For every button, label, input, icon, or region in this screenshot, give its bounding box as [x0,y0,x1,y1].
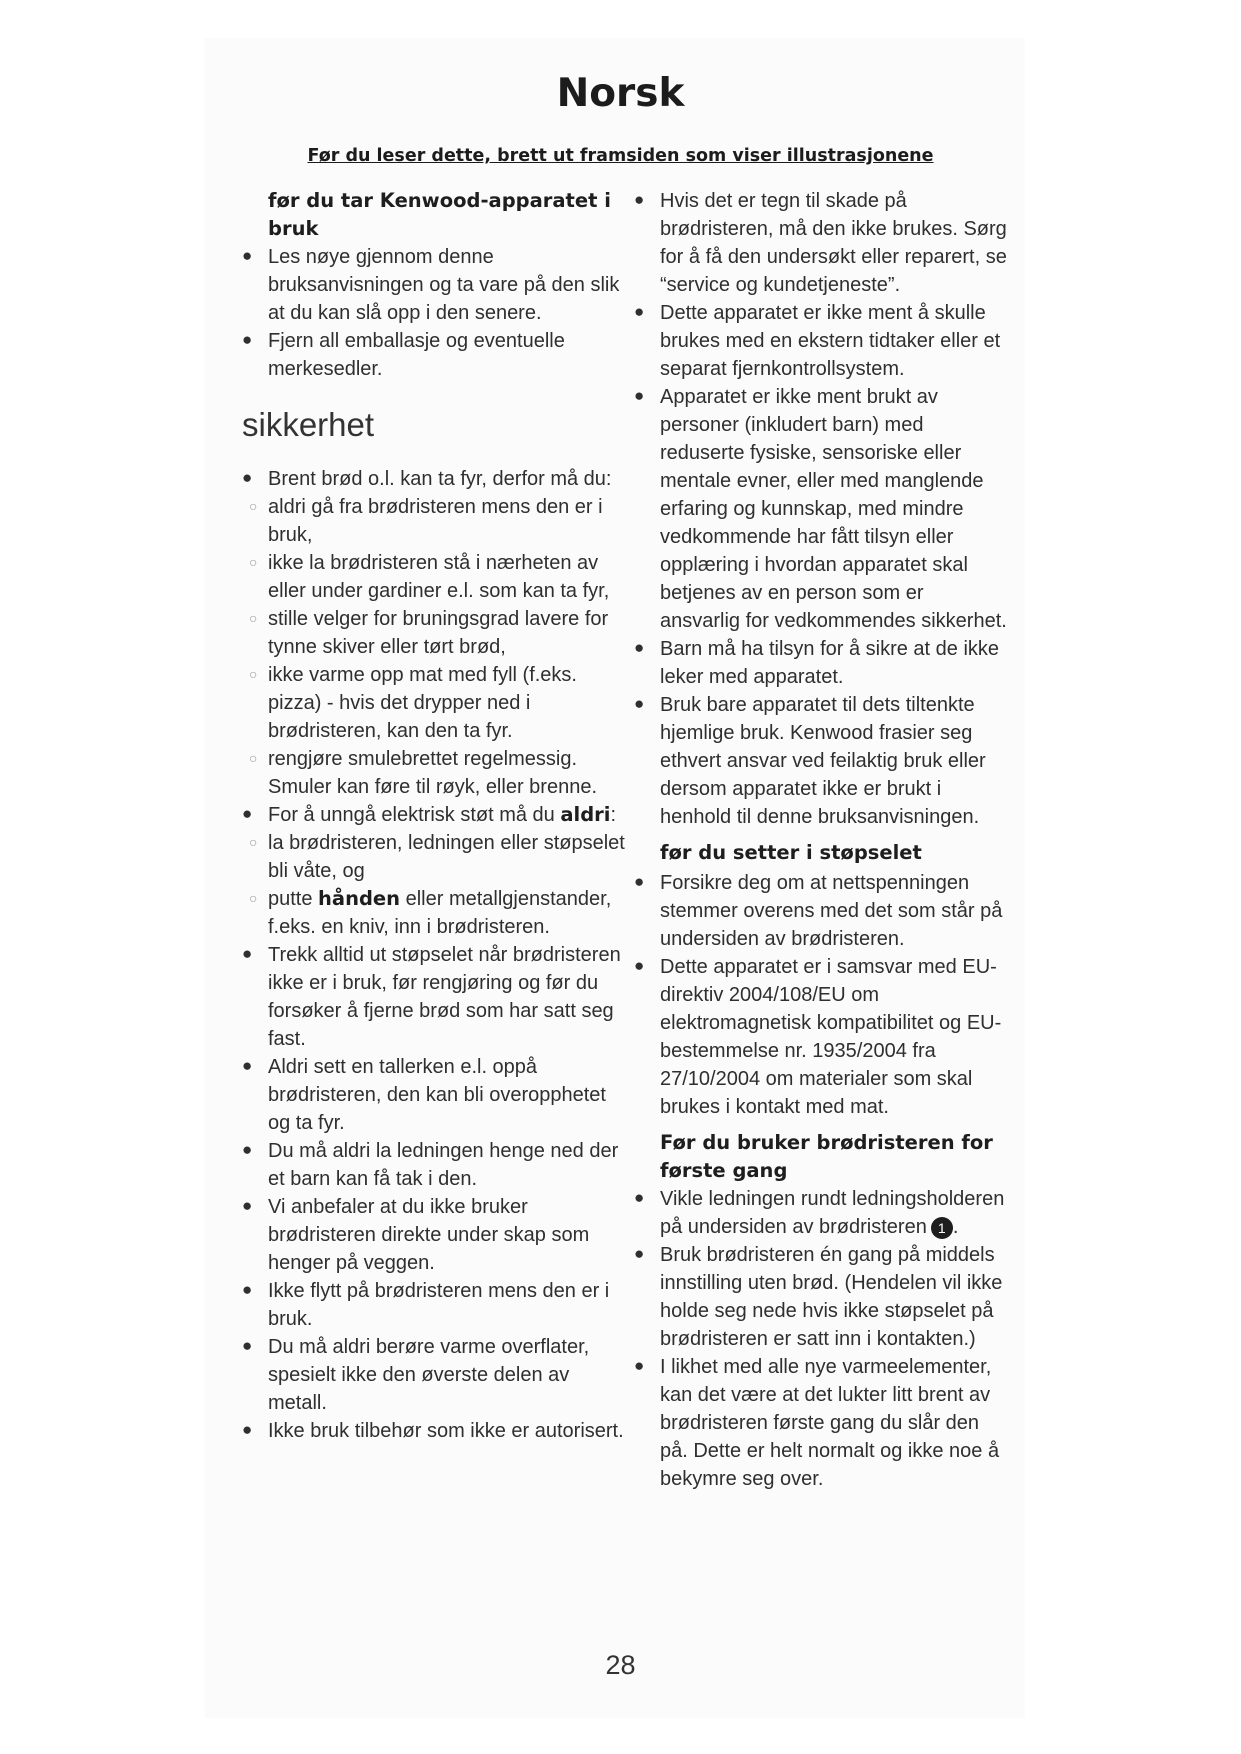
page-title: Norsk [556,71,685,116]
sub-list-item: ○ aldri gå fra brødristeren mens den er i bruk, [242,493,627,549]
sub-list-item: ○ la brødristeren, ledningen eller støpselet bli våte, og [242,829,627,885]
list-item: ● Du må aldri la ledningen henge ned der et barn kan få tak i den. [242,1137,627,1193]
list-item: ● Trekk alltid ut støpselet når brødristeren ikke er i bruk, før rengjøring og før du forsøker å fjerne brød som har satt seg fast. [242,941,627,1053]
bullet-icon: ● [634,1356,645,1375]
bullet-icon: ● [634,1244,645,1263]
bullet-icon: ● [634,302,645,321]
list-item: ● I likhet med alle nye varmeelementer, kan det være at det lukter litt brent av brødristeren første gang du slår den på. Dette er helt normalt og ikke noe å bekymre seg over. [634,1353,1007,1493]
heading-before-use: før du tar Kenwood-apparatet i bruk [268,189,611,240]
bullet-icon: ● [634,638,645,657]
bullet-icon: ● [634,694,645,713]
list-item: ● Hvis det er tegn til skade på brødristeren, må den ikke brukes. Sørg for å få den undersøkt eller reparert, se “service og kundetjeneste”. [634,187,1007,299]
list-item: ● For å unngå elektrisk støt må du aldri: [242,803,617,826]
sub-list-item: ○ ikke la brødristeren stå i nærheten av eller under gardiner e.l. som kan ta fyr, [242,549,627,605]
left-column [242,187,627,1445]
figure-number-icon: 1 [931,1217,953,1239]
bullet-icon: ● [242,1280,253,1299]
circle-bullet-icon: ○ [249,890,258,906]
bullet-icon: ● [634,872,645,891]
list-item: ● Forsikre deg om at nettspenningen stemmer overens med det som står på undersiden av brødristeren. [634,869,1007,953]
bullet-icon: ● [242,330,253,349]
bullet-icon: ● [242,1336,253,1355]
list-item: ● Bruk bare apparatet til dets tiltenkte hjemlige bruk. Kenwood frasier seg ethvert ansvar ved feilaktig bruk eller dersom apparatet ikke er brukt i henhold til denne bruksanvisningen. [634,691,1007,831]
bullet-icon: ● [634,386,645,405]
instruction-subtitle: Før du leser dette, brett ut framsiden som viser illustrasjonene [307,146,934,166]
list-item: ● Brent brød o.l. kan ta fyr, derfor må du: [242,465,627,493]
list-item: ● Du må aldri berøre varme overflater, spesielt ikke den øverste delen av metall. [242,1333,627,1417]
list-item: ● Vi anbefaler at du ikke bruker brødristeren direkte under skap som henger på veggen. [242,1193,627,1277]
bullet-icon: ● [242,804,253,823]
sub-list-item: ○ stille velger for bruningsgrad lavere for tynne skiver eller tørt brød, [242,605,627,661]
list-item: ● Les nøye gjennom denne bruksanvisningen og ta vare på den slik at du kan slå opp i den senere. [242,243,627,327]
list-item: ● Dette apparatet er ikke ment å skulle brukes med en ekstern tidtaker eller et separat fjernkontrollsystem. [634,299,1007,383]
circle-bullet-icon: ○ [249,666,258,682]
page-number: 28 [605,1650,636,1680]
circle-bullet-icon: ○ [249,554,258,570]
list-item: ● Dette apparatet er i samsvar med EU-direktiv 2004/108/EU om elektromagnetisk kompatibilitet og EU-bestemmelse nr. 1935/2004 fra 27/10/2004 om materialer som skal brukes i kontakt med mat. [634,953,1007,1121]
list-item: ● Aldri sett en tallerken e.l. oppå brødristeren, den kan bli overopphetet og ta fyr. [242,1053,627,1137]
heading-before-plug: før du setter i støpselet [660,841,922,864]
circle-bullet-icon: ○ [249,834,258,850]
heading-first-use: Før du bruker brødristeren for første gang [660,1131,993,1182]
list-item: ● Barn må ha tilsyn for å sikre at de ikke leker med apparatet. [634,635,1007,691]
bullet-icon: ● [242,1420,253,1439]
right-column [634,187,1007,1493]
list-item: ● Ikke flytt på brødristeren mens den er i bruk. [242,1277,627,1333]
bullet-icon: ● [242,944,253,963]
list-item: ● Bruk brødristeren én gang på middels innstilling uten brød. (Hendelen vil ikke holde seg nede hvis ikke støpselet på brødristeren er satt inn i kontakten.) [634,1241,1007,1353]
sub-list-item: ○ rengjøre smulebrettet regelmessig. Smuler kan føre til røyk, eller brenne. [242,745,627,801]
list-item: ● Apparatet er ikke ment brukt av personer (inkludert barn) med reduserte fysiske, sensoriske eller mentale evner, eller med manglende erfaring og kunnskap, med mindre vedkommende har fått tilsyn eller opplæring i hvordan apparatet skal betjenes av en person som er ansvarlig for vedkommendes sikkerhet. [634,383,1007,635]
circle-bullet-icon: ○ [249,750,258,766]
list-item: ● Ikke bruk tilbehør som ikke er autorisert. [242,1417,627,1445]
section-title-safety: sikkerhet [242,406,375,443]
circle-bullet-icon: ○ [249,610,258,626]
circle-bullet-icon: ○ [249,498,258,514]
sub-list-item: ○ ikke varme opp mat med fyll (f.eks. pizza) - hvis det drypper ned i brødristeren, kan den ta fyr. [242,661,627,745]
bullet-icon: ● [242,1056,253,1075]
bullet-icon: ● [242,246,253,265]
bullet-icon: ● [242,468,253,487]
bullet-icon: ● [634,956,645,975]
list-item: ● Vikle ledningen rundt ledningsholderen på undersiden av brødristeren 1 . [634,1185,1007,1241]
bullet-icon: ● [242,1196,253,1215]
sub-list-item: ○ putte hånden eller metallgjenstander, f.eks. en kniv, inn i brødristeren. [249,887,612,938]
bullet-icon: ● [634,190,645,209]
bullet-icon: ● [242,1140,253,1159]
bullet-icon: ● [634,1188,645,1207]
list-item: ● Fjern all emballasje og eventuelle merkesedler. [242,327,627,383]
